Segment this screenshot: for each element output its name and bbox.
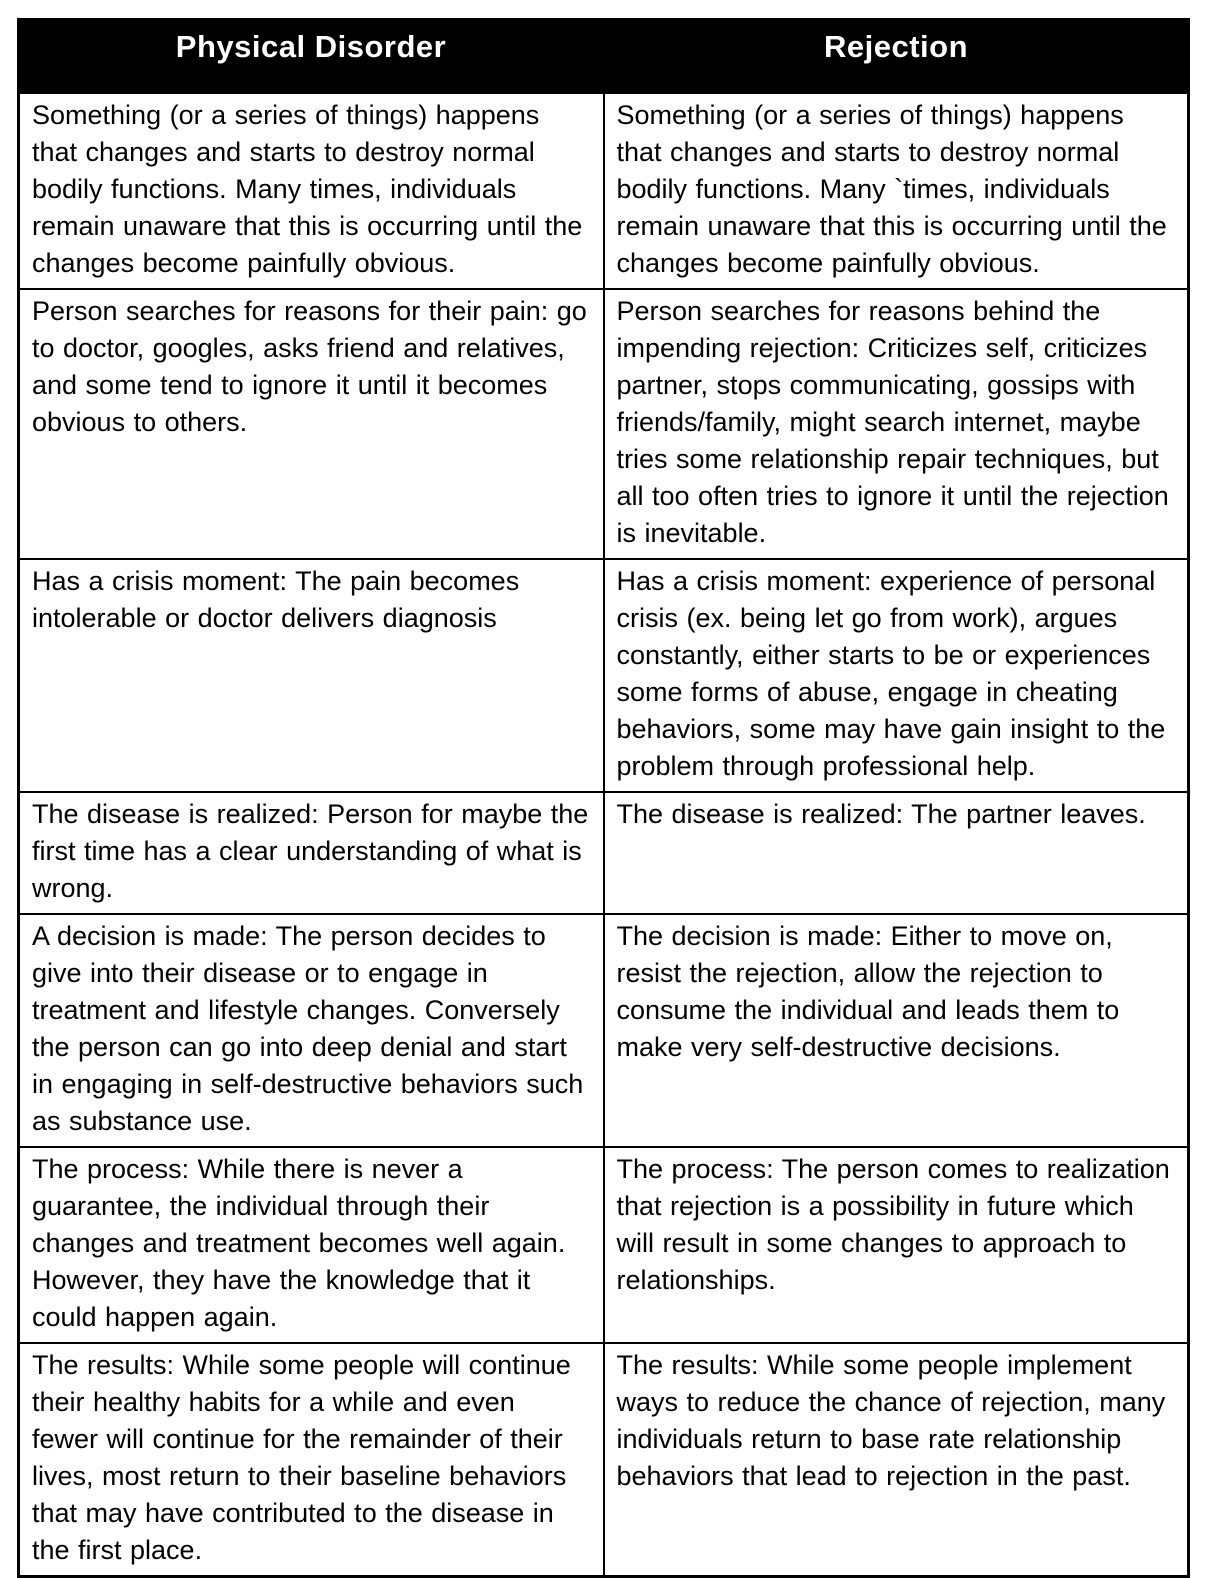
table-row: [19, 289, 1189, 559]
header-row: [19, 20, 1189, 93]
cell-rejection: The decision is made: Either to move on, resist the rejection, allow the rejection to consume the individual and leads them to make very self-destructive decisions.: [604, 914, 1189, 1147]
cell-physical-disorder: Something (or a series of things) happens that changes and starts to destroy normal bodily functions. Many times, individuals remain unaware that this is occurring until the changes become painfully obvious.: [19, 93, 604, 290]
cell-physical-disorder: Person searches for reasons for their pain: go to doctor, googles, asks friend and relatives, and some tend to ignore it until it becomes obvious to others.: [19, 289, 604, 559]
cell-rejection: The results: While some people implement ways to reduce the chance of rejection, many individuals return to base rate relationship behaviors that lead to rejection in the past.: [604, 1343, 1189, 1577]
table-row: [19, 93, 1189, 290]
cell-physical-disorder: A decision is made: The person decides to give into their disease or to engage in treatment and lifestyle changes. Conversely the person can go into deep denial and start in engaging in self-destructive behaviors such as substance use.: [19, 914, 604, 1147]
table-row: [19, 559, 1189, 792]
table-row: [19, 1147, 1189, 1343]
cell-physical-disorder: Has a crisis moment: The pain becomes intolerable or doctor delivers diagnosis: [19, 559, 604, 792]
cell-rejection: Has a crisis moment: experience of personal crisis (ex. being let go from work), argues constantly, either starts to be or experiences some forms of abuse, engage in cheating behaviors, some may have gain insight to the problem through professional help.: [604, 559, 1189, 792]
cell-rejection: Something (or a series of things) happens that changes and starts to destroy normal bodily functions. Many `times, individuals remain unaware that this is occurring until the changes become painfully obvious.: [604, 93, 1189, 290]
column-header-physical-disorder: Physical Disorder: [19, 20, 604, 93]
cell-physical-disorder: The process: While there is never a guarantee, the individual through their changes and treatment becomes well again. However, they have the knowledge that it could happen again.: [19, 1147, 604, 1343]
column-header-rejection: Rejection: [604, 20, 1189, 93]
cell-physical-disorder: The results: While some people will continue their healthy habits for a while and even fewer will continue for the remainder of their lives, most return to their baseline behaviors that may have contributed to the disease in the first place.: [19, 1343, 604, 1577]
table-row: [19, 1343, 1189, 1577]
table-row: [19, 914, 1189, 1147]
cell-physical-disorder: The disease is realized: Person for maybe the first time has a clear understanding of what is wrong.: [19, 792, 604, 914]
cell-rejection: Person searches for reasons behind the impending rejection: Criticizes self, criticizes partner, stops communicating, gossips with friends/family, might search internet, maybe tries some relationship repair techniques, but all too often tries to ignore it until the rejection is inevitable.: [604, 289, 1189, 559]
cell-rejection: The disease is realized: The partner leaves.: [604, 792, 1189, 914]
comparison-table: [17, 18, 1190, 1578]
table-row: [19, 792, 1189, 914]
cell-rejection: The process: The person comes to realization that rejection is a possibility in future which will result in some changes to approach to relationships.: [604, 1147, 1189, 1343]
